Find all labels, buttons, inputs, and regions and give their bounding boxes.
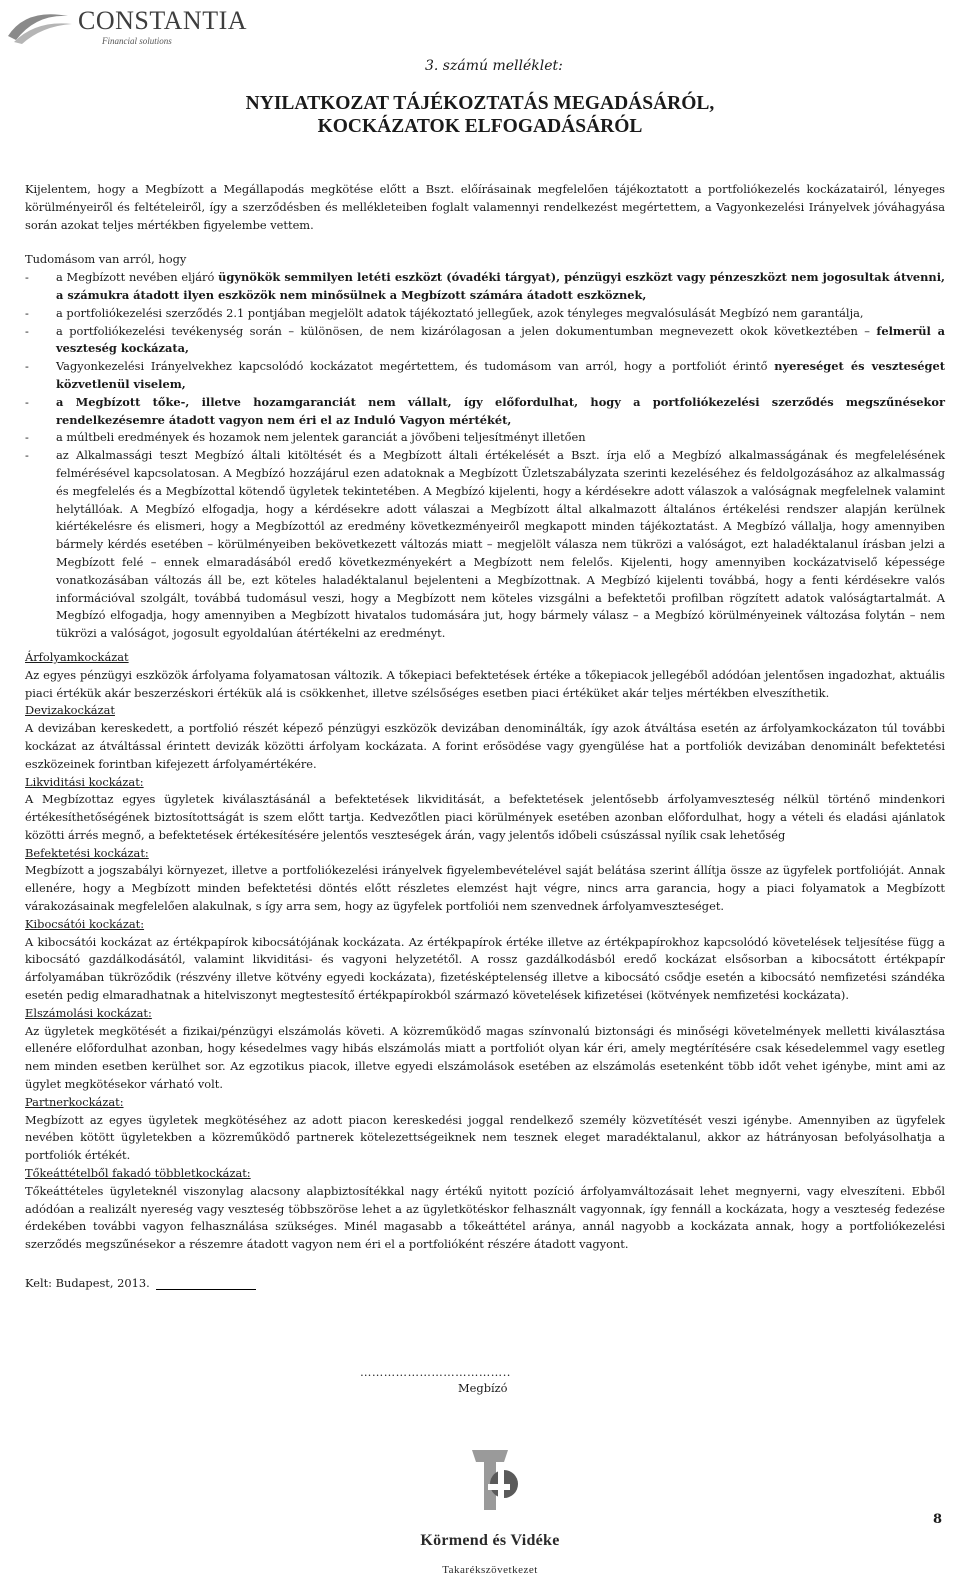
date-line <box>25 1276 256 1290</box>
statement-item <box>25 358 945 394</box>
statement-text-regular: a portfoliókezelési szerződés 2.1 pontjában megjelölt adatok tájékoztató jellegűek, azok tényleges megvalósulását Megbízó nem garantálja, <box>56 305 864 320</box>
statement-item <box>25 323 945 359</box>
statement-text-bold: a Megbízott tőke-, illetve hozamgaranciát nem vállalt, így előfordulhat, hogy a portfoliókezelési szerződés megszűnésekor rendelkezésemre átadott vagyon nem éri el az Induló Vagyon mértékét, <box>56 394 945 427</box>
statement-text-bold: felmerül a veszteség kockázata, <box>56 323 945 356</box>
document-title <box>0 92 960 138</box>
section-heading: Devizakockázat <box>25 703 115 718</box>
date-blank-line <box>156 1277 256 1290</box>
document-body <box>25 181 945 1254</box>
statement-item <box>25 429 945 447</box>
section-text: A kibocsátói kockázat az értékpapírok kibocsátójának kockázata. Az értékpapírok értéke illetve az értékpapírokhoz kapcsolódó követelések teljesítése függ a kibocsátó gazdálkodásától, valamint likviditási- és vagyoni helyzetétől. A rossz gazdálkodásból eredő kockázat elsősorban a kibocsátott értékpapír árfolyamában tükröződik (részvény illetve kötvény egyedi kockázata), fizetésképtelenség illetve a kibocsátó csődje esetén a kibocsátó nemfizetési szándéka esetén pedig elmaradhatnak a hitelviszonyt megtestesítő értékpapírokból származó követelések kifizetései (kötvények nemfizetési kockázata). <box>25 934 945 1003</box>
statement-text-bold: ügynökök semmilyen letéti eszközt (óvadéki tárgyat), pénzügyi eszközt vagy pénzeszközt nem jogosultak átvenni, a számukra átadott ilyen eszközök nem minősülnek a Megbízott számára átadott eszköznek, <box>56 270 945 302</box>
statement-item <box>25 394 945 430</box>
statement-text <box>56 394 945 430</box>
statement-text-regular: az Alkalmassági teszt Megbízó általi kitöltését és a Megbízott általi értékelését a Bszt. írja elő a Megbízó alkalmasságának és megfelelésének felmérésével kapcsolatosan. A Megbízó hozzájárul ezen adatoknak a Megbízott Üzletszabályzata szerinti kezeléséhez és feldolgozásához az alkalmasság és megfelelés és a Megbízottal kötendő ügyletek tekintetében. A Megbízó kijelenti, hogy a kérdésekre adott válaszok a valóságnak megfelelnek valamint helytállóak. A Megbízó elfogadja, hogy a kérdésekre adott válaszai a Megbízott által alkalmazott általános értékelési rendszer alapján kerülnek kiértékelésre és elismeri, hogy a Megbízottól az eredmény következményeiről megkapott minden tájékoztatást. A Megbízó vállalja, hogy amennyiben bármely kérdés esetében – körülményeiben bekövetkezett változás miatt – megjelölt válasza nem tükrözi a valóságot, ezt haladéktalanul írásban jelzi a Megbízott felé – ennek elmaradásából eredő következményekért a Megbízott nem felelős. Kijelenti, hogy amennyiben kockázatviselő képessége vonatkozásában változás áll be, ezt köteles haladéktalanul bejelenteni a Megbízottnak. A Megbízó kijelenti továbbá, hogy a fenti kérdésekre valós információval szolgált, továbbá tudomásul veszi, hogy a Megbízott nem köteles vizsgálni a befektetői profilban rögzített adatok valóságtartalmát. A Megbízó elfogadja, hogy amennyiben a Megbízott hivatalos tudomására jut, hogy bármely válasz – a Megbízó körülményeinek változása folytán – nem tükrözi a valóságot, jogosult egyoldalúan átértékelni az eredményt. <box>56 448 945 641</box>
section-text: A Megbízottaz egyes ügyletek kiválasztásánál a befektetések likviditását, a befektetések jelentősebb árfolyamveszteség nélkül történő mindenkori értékesíthetőségének biztosítottságát is szem előtt tartja. Kedvezőtlen piaci körülmények esetében azonban előfordulhat, hogy a vételi és eladási ajánlatok közötti árrés megnő, a befektetések értékesítésére jelentős veszteségek árán, vagy jelentős időbeli csúszással nyílik csak lehetőség <box>25 792 945 842</box>
signer-label: Megbízó <box>458 1381 508 1395</box>
statement-text <box>56 429 945 447</box>
date-label: Kelt: Budapest, 2013. <box>25 1276 150 1290</box>
statement-item <box>25 305 945 323</box>
logo-name: CONSTANTIA <box>78 6 248 35</box>
list-dash: - <box>25 448 29 463</box>
annex-label: 3. számú melléklet: <box>425 58 563 74</box>
constantia-logo <box>6 6 256 46</box>
bank-logo <box>400 1440 580 1590</box>
statement-text-regular: a Megbízott nevében eljáró <box>56 270 219 285</box>
risk-sections <box>25 649 945 1254</box>
logo-tagline: Financial solutions <box>102 36 172 46</box>
section-heading: Befektetési kockázat: <box>25 845 149 860</box>
statement-text-bold: nyereséget és veszteséget közvetlenül viselem, <box>56 359 945 391</box>
section-heading: Partnerkockázat: <box>25 1094 124 1109</box>
section-text: Az ügyletek megkötését a fizikai/pénzügyi elszámolás követi. A közreműködő magas színvonalú biztonsági és minőségi követelmények melletti kiválasztása ellenére előfordulhat azonban, hogy késedelmes vagy hibás elszámolás miatt a portfoliót olyan kár éri, amely megtérítésére csak késedelemmel vagy esetleg nem minden esetben kerülhet sor. Az egzotikus piacok, illetve egyedi elszámolások esetében az elszámolás esetenként több időt vehet igénybe, mint ami az ügylet megkötésekor várható volt. <box>25 1023 945 1092</box>
signature-dots: ……………………………….. <box>360 1365 511 1379</box>
section-text: A devizában kereskedett, a portfolió részét képező pénzügyi eszközök devizában denominálták, így azok átváltása esetén az árfolyamkockázaton túl további kockázat az átváltással érintett devizák közötti árfolyam kockázata. A forint erősödése vagy gyengülése hat a portfoliók devizában denominált befektetési eszközeinek forintban kifejezett árfolyamértékére. <box>25 721 945 771</box>
list-dash: - <box>25 323 29 338</box>
bank-name: Körmend és Vidéke <box>420 1532 560 1549</box>
section-heading: Likviditási kockázat: <box>25 774 144 789</box>
statement-text <box>56 447 945 643</box>
list-dash: - <box>25 270 29 285</box>
section-text: Megbízott a jogszabályi környezet, illetve a portfoliókezelési irányelvek figyelembevételével saját belátása szerint állítja össze az ügyfelek portfolióját. Annak ellenére, hogy a Megbízott minden befektetési döntés előtt részletes elemzést hajt végre, nincs arra garancia, hogy a piaci folyamatok a Megbízott várakozásainak megfelelően alakulnak, s így arra sem, hogy az ügyfelek portfoliói nem szenvednek árfolyamveszteséget. <box>25 863 945 914</box>
statement-text-regular: a portfoliókezelési tevékenység során – különösen, de nem kizárólagosan a jelen dokumentumban megnevezett okok következtében – <box>56 323 877 338</box>
statement-text-regular: Vagyonkezelési Irányelvekhez kapcsolódó kockázatot megértettem, és tudomásom van arról, hogy a portfoliót érintő <box>56 359 775 374</box>
statement-text <box>56 269 945 305</box>
swoosh-logo-icon <box>6 6 76 46</box>
section-heading: Elszámolási kockázat: <box>25 1005 152 1020</box>
section-text: Az egyes pénzügyi eszközök árfolyama folyamatosan változik. A tőkepiaci befektetések értéke a tőkepiacok jellegéből adódóan jelentősen ingadozhat, aktuális piaci értékük akár beszerzéskori értékük alá is csökkenhet, illetve szélsőséges esetben piaci értéküket akár teljes mértékben elveszíthetik. <box>25 667 945 700</box>
section-text: Tőkeáttételes ügyleteknél viszonylag alacsony alapbiztosítékkal nagy értékű nyitott pozíció árfolyamváltozásait lehet megnyerni, vagy elveszíteni. Ebből adódóan a realizált nyereség vagy veszteség többszöröse lehet a az ügyletkötéskor felhasznált vagyonnak, így fennáll a kockázata, hogy a veszteség fedezése érdekében további vagyon felhasználása szükséges. Minél magasabb a tőkeáttétel aránya, annál nagyobb a kockázata annak, hogy a portfoliókezelési szerződés megszűnésekor a részemre átadott vagyon nem éri el a portfolióként részére átadott vagyont. <box>25 1183 945 1252</box>
knowledge-intro: Tudomásom van arról, hogy <box>25 252 187 267</box>
list-dash: - <box>25 430 29 445</box>
statement-item <box>25 269 945 305</box>
section-text: Megbízott az egyes ügyletek megkötéséhez az adott piacon kereskedési joggal rendelkező személy közvetítését veszi igénybe. Amennyiben az ügyfelek nevében kötött ügyletekben a közreműködő partnerek kötelezettségeiknek nem tesznek eleget maradéktalanul, akkor az hátrányosan befolyásolhatja a portfoliók értékét. <box>25 1112 945 1163</box>
bank-subtitle: Takarékszövetkezet <box>442 1564 538 1576</box>
title-line-2: KOCKÁZATOK ELFOGADÁSÁRÓL <box>317 116 643 137</box>
section-heading: Kibocsátói kockázat: <box>25 916 145 931</box>
statement-text <box>56 358 945 394</box>
statement-text <box>56 305 945 323</box>
list-dash: - <box>25 305 29 320</box>
list-dash: - <box>25 359 29 374</box>
list-dash: - <box>25 394 29 409</box>
title-line-1: NYILATKOZAT TÁJÉKOZTATÁS MEGADÁSÁRÓL, <box>245 93 715 114</box>
bank-emblem-icon <box>400 1440 580 1530</box>
statement-item <box>25 447 945 643</box>
statement-text-regular: a múltbeli eredmények és hozamok nem jelentek garanciát a jövőbeni teljesítményt illetően <box>56 430 586 445</box>
statement-text <box>56 323 945 359</box>
intro-paragraph: Kijelentem, hogy a Megbízott a Megállapodás megkötése előtt a Bszt. előírásainak megfelelően tájékoztatott a portfoliókezelés kockázatairól, lényeges körülményeiről és feltételeiről, így a szerződésben és mellékleteiben foglalt valamennyi rendelkezést megértettem, a Vagyonkezelési Irányelvek jóváhagyása során azokat teljes mértékben figyelembe vettem. <box>25 182 945 232</box>
section-heading: Árfolyamkockázat <box>25 649 129 664</box>
page-number: 8 <box>933 1512 943 1527</box>
statement-list <box>25 269 945 643</box>
section-heading: Tőkeáttételből fakadó többletkockázat: <box>25 1166 251 1181</box>
